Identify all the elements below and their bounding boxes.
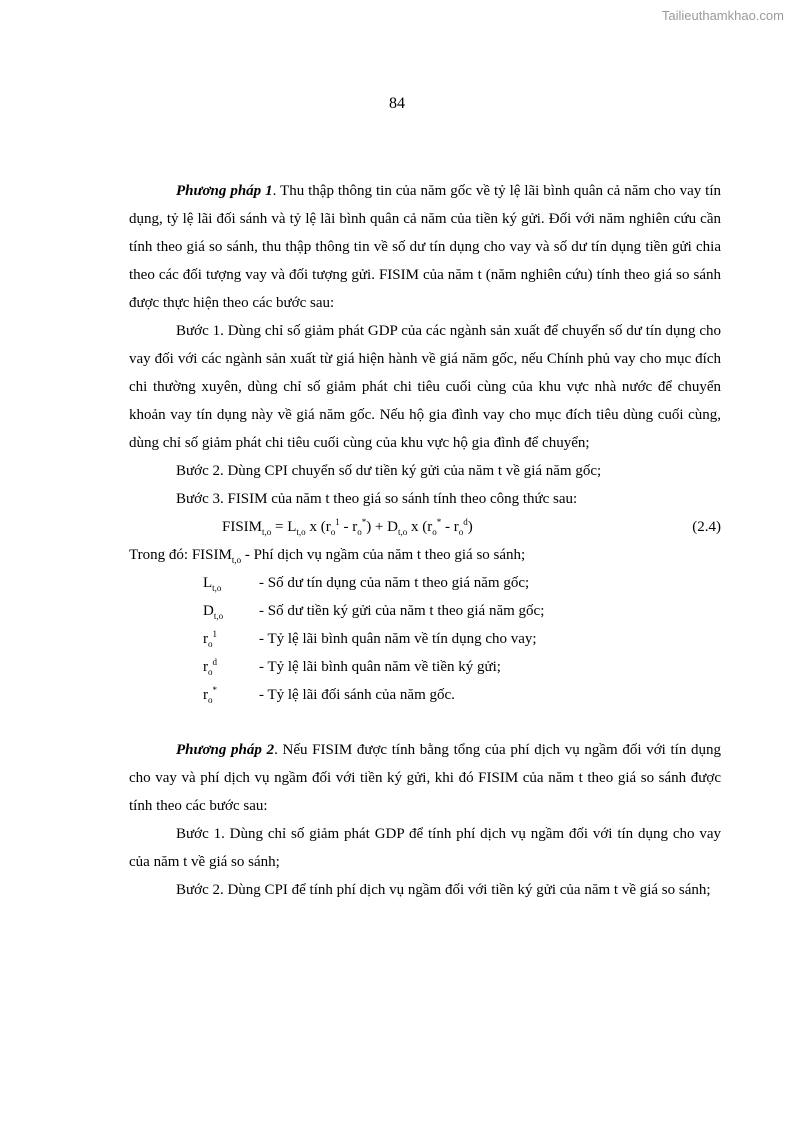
symbol-l: $L_{t,o}$ bbox=[203, 575, 222, 593]
method1-step1: Bước 1. Dùng chỉ số giảm phát GDP của các ngành sản xuất để chuyển số dư tín dụng cho vay đối với các ngành sản xuất từ giá hiện hành về giá năm gốc, nếu Chính phủ vay cho mục đích chi thường xuyên, dùng chỉ số giảm phát chi tiêu cuối cùng của khu vực nhà nước để chuyển khoản vay tín dụng này về giá năm gốc. Nếu hộ gia đình vay cho mục đích tiêu dùng cuối cùng, dùng chỉ số giảm phát chi tiêu cuối cùng của khu vực hộ gia đình để chuyển; bbox=[129, 323, 721, 451]
definition-l: $L_{t,o}$ - Số dư tín dụng của năm t theo giá năm gốc; bbox=[129, 569, 721, 597]
formula-2-4 bbox=[129, 513, 721, 541]
symbol-d: $D_{t,o}$ bbox=[203, 603, 224, 621]
symbol-r-d: $r_o^d$ bbox=[203, 657, 217, 677]
definition-r-star: $r_o^*$ - Tỷ lệ lãi đối sánh của năm gốc. bbox=[129, 681, 721, 709]
method2-label: Phương pháp 2 bbox=[176, 742, 275, 758]
symbol-r-l: $r_o^1$ bbox=[203, 629, 217, 649]
watermark-text: Tailieuthamkhao.com bbox=[661, 8, 784, 23]
formula-expression: $FISIM_{t,o} = L_{t,o}$ x $(r_o^1 - r_o^*) + D_{t,o}$ x $(r_o^* - r_o^d)$ bbox=[222, 517, 473, 537]
definition-d: $D_{t,o}$ - Số dư tiền ký gửi của năm t theo giá năm gốc; bbox=[129, 597, 721, 625]
method1-label: Phương pháp 1 bbox=[176, 183, 273, 199]
method2-step1: Bước 1. Dùng chỉ số giảm phát GDP để tính phí dịch vụ ngầm đối với tín dụng cho vay của năm t về giá so sánh; bbox=[129, 826, 721, 870]
definition-r-l: $r_o^1$ - Tỷ lệ lãi bình quân năm về tín dụng cho vay; bbox=[129, 625, 721, 653]
document-body bbox=[129, 177, 721, 904]
formula-number: (2.4) bbox=[692, 519, 721, 535]
method2-step2: Bước 2. Dùng CPI để tính phí dịch vụ ngầm đối với tiền ký gửi của năm t về giá so sánh; bbox=[176, 882, 711, 898]
section-gap bbox=[129, 709, 721, 736]
definition-r-d: $r_o^d$ - Tỷ lệ lãi bình quân năm về tiền ký gửi; bbox=[129, 653, 721, 681]
method1-intro: . Thu thập thông tin của năm gốc về tỷ lệ lãi bình quân cả năm cho vay tín dụng, tỷ lệ lãi đối sánh và tỷ lệ lãi bình quân cả năm của tiền ký gửi. Đối với năm nghiên cứu cần tính theo giá so sánh, thu thập thông tin về số dư tín dụng cho vay và số dư tín dụng tiền gửi chia theo các đối tượng vay và đối tượng gửi. FISIM của năm t (năm nghiên cứu) tính theo giá so sánh được thực hiện theo các bước sau: bbox=[129, 183, 721, 311]
method2-paragraph bbox=[129, 736, 721, 820]
definition-fisim: Trong đó: $FISIM_{t,o}$ - Phí dịch vụ ngầm của năm t theo giá so sánh; bbox=[129, 547, 526, 565]
method2-intro: . Nếu FISIM được tính bằng tổng của phí dịch vụ ngầm đối với tín dụng cho vay và phí dịch vụ ngầm đối với tiền ký gửi, khi đó FISIM của năm t theo giá so sánh được tính theo các bước sau: bbox=[129, 742, 721, 814]
method1-step3: Bước 3. FISIM của năm t theo giá so sánh tính theo công thức sau: bbox=[176, 491, 578, 507]
method1-step2: Bước 2. Dùng CPI chuyển số dư tiền ký gửi của năm t về giá năm gốc; bbox=[176, 463, 602, 479]
page-number: 84 bbox=[389, 95, 405, 112]
method1-paragraph bbox=[129, 177, 721, 317]
symbol-r-star: $r_o^*$ bbox=[203, 685, 217, 705]
